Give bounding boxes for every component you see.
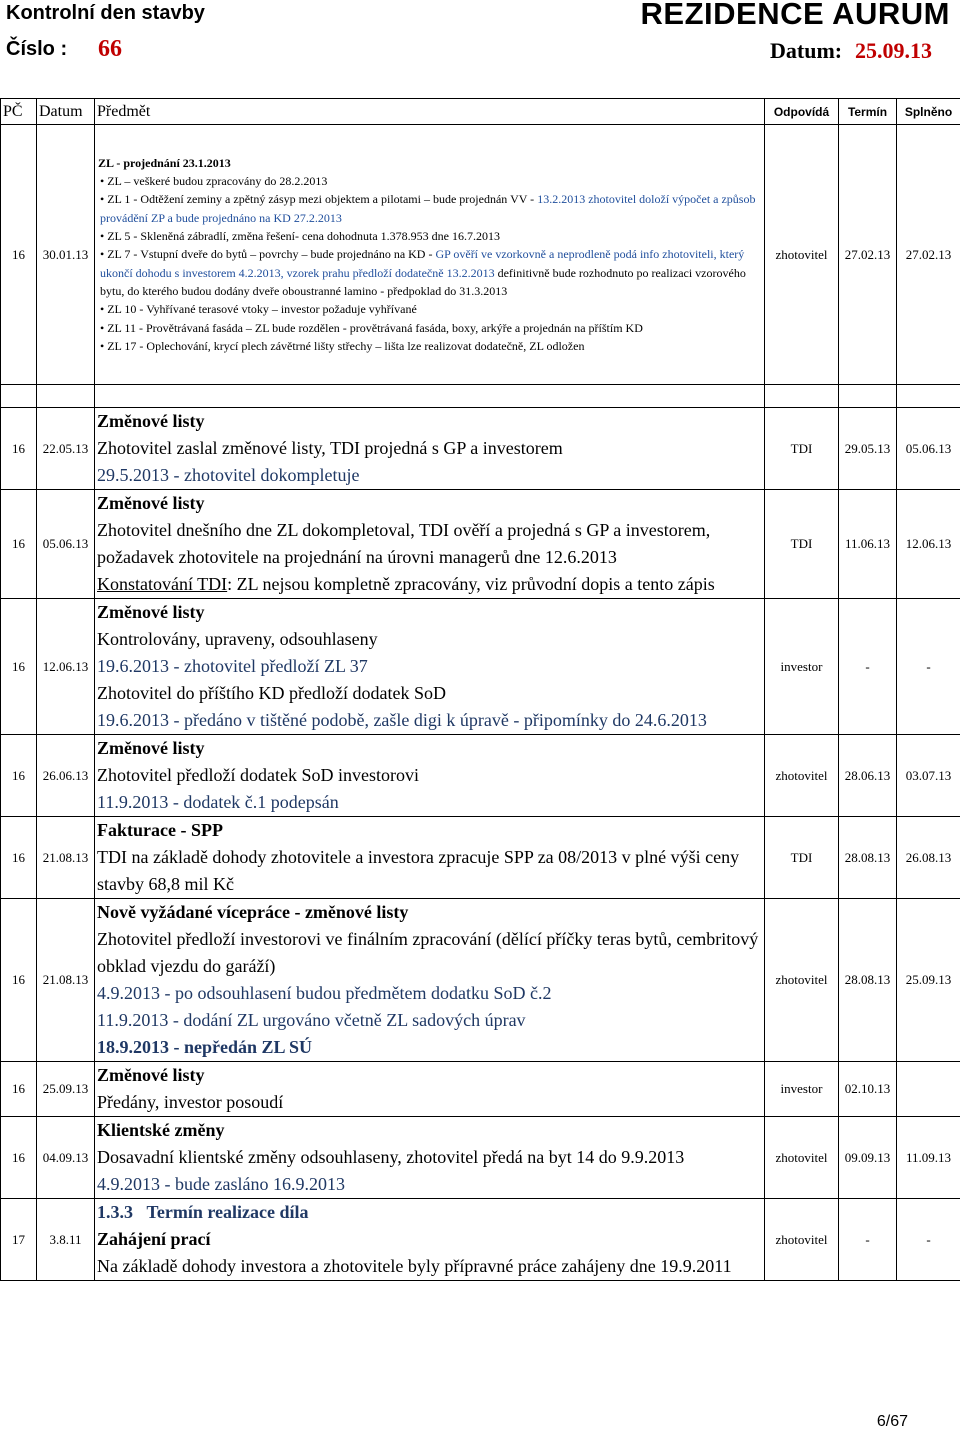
subject-heading: Fakturace - SPP — [97, 820, 223, 840]
meeting-log-table — [0, 98, 960, 1281]
row-date: 21.08.13 — [37, 899, 95, 1062]
date-label: Datum: — [770, 38, 843, 63]
row-date: 21.08.13 — [37, 817, 95, 899]
row-completed: 11.09.13 — [897, 1117, 960, 1199]
table-row — [1, 125, 960, 385]
table-header-row — [1, 99, 960, 125]
project-name: REZIDENCE AURUM — [640, 0, 950, 31]
subject-line: 11.9.2013 - dodání ZL urgováno včetně ZL sadových úprav — [97, 1010, 526, 1030]
row-date: 3.8.11 — [37, 1199, 95, 1281]
row-deadline: 02.10.13 — [839, 1062, 897, 1117]
row-responsible: TDI — [765, 490, 839, 599]
row-responsible: investor — [765, 599, 839, 735]
subject-line: • ZL 11 - Provětrávaná fasáda – ZL bude rozdělen - provětrávaná fasáda, boxy, arkýře a projednán na příštím KD — [98, 319, 761, 337]
row-subject — [95, 1117, 765, 1199]
row-pc: 16 — [1, 899, 37, 1062]
row-responsible: zhotovitel — [765, 899, 839, 1062]
subject-heading: Změnové listy — [97, 738, 205, 758]
row-completed: 05.06.13 — [897, 408, 960, 490]
table-row — [1, 599, 960, 735]
row-completed — [897, 1062, 960, 1117]
subject-heading: ZL - projednání 23.1.2013 — [98, 155, 231, 170]
row-subject — [95, 735, 765, 817]
section-heading: 1.3.3 Termín realizace díla — [97, 1202, 309, 1222]
date-value: 25.09.13 — [855, 38, 932, 63]
col-pc: PČ — [1, 99, 37, 125]
subject-line: Zhotovitel předloží dodatek SoD investorovi — [97, 765, 419, 785]
row-pc: 16 — [1, 735, 37, 817]
subject-line: 29.5.2013 - zhotovitel dokompletuje — [97, 465, 360, 485]
subject-heading: Změnové listy — [97, 411, 205, 431]
subject-line: • ZL 5 - Skleněná zábradlí, změna řešení- cena dohodnuta 1.378.953 dne 16.7.2013 — [98, 227, 761, 245]
row-subject — [95, 1062, 765, 1117]
table-row — [1, 1199, 960, 1281]
col-termin: Termín — [839, 99, 897, 125]
row-date: 22.05.13 — [37, 408, 95, 490]
col-odpovida: Odpovídá — [765, 99, 839, 125]
row-deadline: - — [839, 599, 897, 735]
row-deadline: 28.06.13 — [839, 735, 897, 817]
row-deadline: 29.05.13 — [839, 408, 897, 490]
row-responsible: TDI — [765, 817, 839, 899]
subject-heading: Nově vyžádané vícepráce - změnové listy — [97, 902, 409, 922]
page-number: 6/67 — [876, 1413, 908, 1430]
row-deadline: 09.09.13 — [839, 1117, 897, 1199]
row-date: 12.06.13 — [37, 599, 95, 735]
subject-line: 18.9.2013 - nepředán ZL SÚ — [97, 1037, 313, 1057]
subject-line: • ZL – veškeré budou zpracovány do 28.2.2013 — [98, 172, 761, 190]
row-date: 25.09.13 — [37, 1062, 95, 1117]
subject-line: • ZL 17 - Oplechování, krycí plech závětrné lišty střechy – lišta lze realizovat dodatečně, ZL odložen — [98, 337, 761, 355]
table-row — [1, 735, 960, 817]
col-datum: Datum — [37, 99, 95, 125]
subject-line: • ZL 7 - Vstupní dveře do bytů – povrchy – bude projednáno na KD - GP ověří ve vzorkovně a neprodleně podá info zhotoviteli, který ukončí dohodu s investorem 4.2.2013, vzorek prahu předloží dodatečně 13.2.2013 definitivně bude rozhodnuto po realizaci vzorového bytu, do kterého budou dodány dveře oboustranné lamino - předpoklad do 31.3.2013 — [98, 245, 761, 300]
table-row — [1, 1062, 960, 1117]
row-completed: 26.08.13 — [897, 817, 960, 899]
row-subject — [95, 599, 765, 735]
table-row — [1, 817, 960, 899]
subject-heading: Klientské změny — [97, 1120, 225, 1140]
subject-line: Předány, investor posoudí — [97, 1092, 284, 1112]
number-value: 66 — [98, 36, 122, 62]
row-pc: 17 — [1, 1199, 37, 1281]
subject-line: Konstatování TDI: ZL nejsou kompletně zpracovány, viz průvodní dopis a tento zápis — [97, 574, 715, 594]
row-pc: 16 — [1, 817, 37, 899]
row-date: 26.06.13 — [37, 735, 95, 817]
row-date: 05.06.13 — [37, 490, 95, 599]
subject-line: Zhotovitel dnešního dne ZL dokompletoval, TDI ověří a projedná s GP a investorem, požadavek zhotovitele na projednání na úrovni managerů dne 12.6.2013 — [97, 520, 711, 567]
subject-line: Zhotovitel do příštího KD předloží dodatek SoD — [97, 683, 446, 703]
row-completed: 27.02.13 — [897, 125, 960, 385]
document-title: Kontrolní den stavby — [6, 2, 205, 24]
row-pc: 16 — [1, 1117, 37, 1199]
subject-line: • ZL 10 - Vyhřívané terasové vtoky – investor požaduje vyhřívané — [98, 300, 761, 318]
col-splneno: Splněno — [897, 99, 960, 125]
row-pc: 16 — [1, 599, 37, 735]
row-responsible: zhotovitel — [765, 1117, 839, 1199]
subject-line: 11.9.2013 - dodatek č.1 podepsán — [97, 792, 339, 812]
row-date: 30.01.13 — [37, 125, 95, 385]
subject-line: Na základě dohody investora a zhotovitele byly přípravné práce zahájeny dne 19.9.2011 — [97, 1256, 732, 1276]
row-responsible: TDI — [765, 408, 839, 490]
row-responsible: zhotovitel — [765, 125, 839, 385]
row-deadline: 28.08.13 — [839, 817, 897, 899]
subject-heading: Změnové listy — [97, 493, 205, 513]
table-row — [1, 490, 960, 599]
row-responsible: investor — [765, 1062, 839, 1117]
row-pc: 16 — [1, 490, 37, 599]
row-responsible: zhotovitel — [765, 1199, 839, 1281]
subject-heading: Zahájení prací — [97, 1229, 211, 1249]
row-deadline: 27.02.13 — [839, 125, 897, 385]
row-subject — [95, 899, 765, 1062]
subject-line: TDI na základě dohody zhotovitele a investora zpracuje SPP za 08/2013 v plné výši ceny stavby 68,8 mil Kč — [97, 847, 740, 894]
row-pc: 16 — [1, 1062, 37, 1117]
row-subject — [95, 817, 765, 899]
subject-line: 4.9.2013 - po odsouhlasení budou předmětem dodatku SoD č.2 — [97, 983, 552, 1003]
row-subject — [95, 490, 765, 599]
number-label: Číslo : — [6, 38, 68, 60]
subject-line: 4.9.2013 - bude zasláno 16.9.2013 — [97, 1174, 345, 1194]
row-deadline: - — [839, 1199, 897, 1281]
table-row — [1, 1117, 960, 1199]
row-deadline: 11.06.13 — [839, 490, 897, 599]
row-subject — [95, 125, 765, 385]
row-subject — [95, 1199, 765, 1281]
row-pc: 16 — [1, 408, 37, 490]
row-completed: - — [897, 599, 960, 735]
row-completed: 12.06.13 — [897, 490, 960, 599]
row-deadline: 28.08.13 — [839, 899, 897, 1062]
subject-heading: Změnové listy — [97, 602, 205, 622]
subject-heading: Změnové listy — [97, 1065, 205, 1085]
subject-line: 19.6.2013 - zhotovitel předloží ZL 37 — [97, 656, 368, 676]
subject-line: Kontrolovány, upraveny, odsouhlaseny — [97, 629, 378, 649]
subject-line: • ZL 1 - Odtěžení zeminy a zpětný zásyp mezi objektem a pilotami – bude projednán VV - 13.2.2013 zhotovitel doloží výpočet a způsob provádění ZP a bude projednáno na KD 27.2.2013 — [98, 190, 761, 227]
row-spacer — [1, 385, 960, 408]
table-row — [1, 408, 960, 490]
subject-line: Zhotovitel zaslal změnové listy, TDI projedná s GP a investorem — [97, 438, 563, 458]
row-date: 04.09.13 — [37, 1117, 95, 1199]
subject-line: Zhotovitel předloží investorovi ve finálním zpracování (dělící příčky teras bytů, cembritový obklad vjezdu do garáží) — [97, 929, 759, 976]
row-completed: 25.09.13 — [897, 899, 960, 1062]
row-responsible: zhotovitel — [765, 735, 839, 817]
row-pc: 16 — [1, 125, 37, 385]
row-subject — [95, 408, 765, 490]
row-completed: 03.07.13 — [897, 735, 960, 817]
subject-line: 19.6.2013 - předáno v tištěné podobě, zašle digi k úpravě - připomínky do 24.6.2013 — [97, 710, 707, 730]
row-completed: - — [897, 1199, 960, 1281]
subject-line: Dosavadní klientské změny odsouhlaseny, zhotovitel předá na byt 14 do 9.9.2013 — [97, 1147, 685, 1167]
table-row — [1, 899, 960, 1062]
col-predmet: Předmět — [95, 99, 765, 125]
